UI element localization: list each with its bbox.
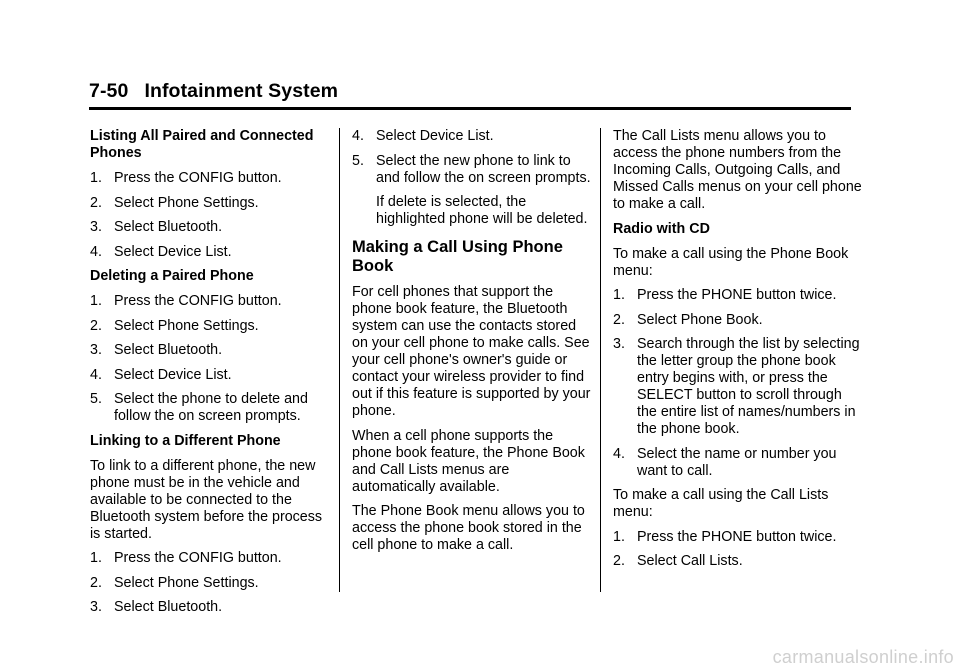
column-2 — [352, 128, 592, 562]
list-item: 1. Press the PHONE button twice. — [613, 287, 837, 303]
subheading: Listing All Paired and Connected Phones — [90, 128, 314, 161]
subheading: Linking to a Different Phone — [90, 432, 281, 449]
column-3 — [613, 128, 865, 578]
column-divider — [600, 128, 601, 592]
page-header — [89, 80, 851, 103]
list-item: 4. Select Device List. — [90, 243, 232, 260]
column-1 — [90, 128, 334, 624]
list-item: 2. Select Phone Settings. — [90, 194, 259, 211]
header-title — [89, 80, 851, 103]
list-item: 5. Select the new phone to link to and follow the on screen prompts. — [352, 152, 591, 186]
list-item: 2. Select Call Lists. — [613, 553, 743, 569]
list-item: 1. Press the PHONE button twice. — [613, 528, 837, 545]
header-rule — [89, 107, 851, 110]
column-divider — [339, 128, 340, 592]
list-item: 3. Select Bluetooth. — [90, 599, 223, 615]
list-item: 1. Press the CONFIG button. — [90, 170, 282, 186]
list-item: 3. Select Bluetooth. — [90, 219, 223, 235]
list-item: 5. Select the phone to delete and follow the on screen prompts. — [90, 391, 308, 424]
list-item: 4. Select Device List. — [90, 366, 232, 383]
list-item: 3. Select Bluetooth. — [90, 342, 223, 358]
subheading: Deleting a Paired Phone — [90, 268, 254, 284]
list-note: If delete is selected, the highlighted phone will be deleted. — [376, 194, 588, 227]
paragraph: To make a call using the Call Lists menu: — [613, 487, 829, 520]
section-heading: Making a Call Using Phone Book — [352, 238, 563, 275]
list-item: 2. Select Phone Settings. — [90, 317, 259, 334]
paragraph: To link to a different phone, the new phone must be in the vehicle and available to be connected to the Bluetooth system before the process is started. — [90, 457, 323, 542]
paragraph: When a cell phone supports the phone book feature, the Phone Book and Call Lists menus are automatically available. — [352, 427, 585, 495]
list-item: 4. Select Device List. — [352, 128, 494, 144]
list-item: 2. Select Phone Book. — [613, 311, 763, 328]
paragraph: For cell phones that support the phone book feature, the Bluetooth system can use the contacts stored on your cell phone to make calls. See your cell phone's owner's guide or contact your wireless provider to find out if this feature is supported by your phone. — [352, 284, 591, 419]
page-number: 7-50 — [89, 80, 129, 102]
list-item: 4. Select the name or number you want to call. — [613, 445, 837, 479]
list-item: 1. Press the CONFIG button. — [90, 293, 282, 309]
watermark: carmanualsonline.info — [772, 647, 954, 667]
paragraph: To make a call using the Phone Book menu: — [613, 245, 849, 279]
list-item: 1. Press the CONFIG button. — [90, 550, 282, 566]
list-item: 3. Search through the list by selecting the letter group the phone book entry begins with, or press the SELECT button to scroll through the entire list of names/numbers in the phone book. — [613, 336, 860, 437]
paragraph: The Call Lists menu allows you to access the phone numbers from the Incoming Calls, Outgoing Calls, and Missed Calls menus on your cell phone to make a call. — [613, 128, 862, 212]
list-item: 2. Select Phone Settings. — [90, 574, 259, 591]
subheading: Radio with CD — [613, 220, 710, 237]
chapter-title: Infotainment System — [144, 80, 339, 102]
paragraph: The Phone Book menu allows you to access the phone book stored in the cell phone to make a call. — [352, 503, 585, 553]
